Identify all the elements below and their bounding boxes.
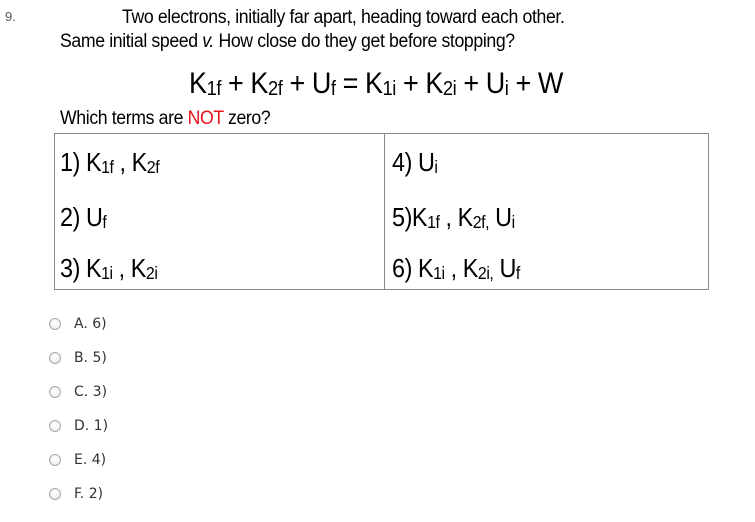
operator: + — [220, 67, 251, 100]
term-k2f: K — [250, 67, 268, 100]
energy-equation — [189, 67, 563, 101]
term-sub: 1f — [101, 157, 114, 178]
term: K — [85, 253, 102, 283]
term: K — [85, 147, 102, 177]
answer-option-b[interactable] — [49, 347, 107, 369]
answer-option-a[interactable] — [49, 313, 107, 335]
question-prompt-line-1: Two electrons, initially far apart, heading toward each other. — [122, 7, 565, 28]
emphasis-not: NOT — [187, 108, 224, 129]
term: U — [499, 253, 516, 283]
option-label: A. 6) — [74, 316, 107, 332]
operator: + — [282, 67, 312, 100]
term: K — [417, 253, 434, 283]
term: U — [417, 147, 435, 177]
term-sub: 1f — [427, 212, 440, 233]
question-number: 9. — [5, 9, 16, 24]
terms-table — [54, 133, 709, 290]
prompt-text: How close do they get before stopping? — [213, 31, 515, 52]
option-label: B. 5) — [74, 350, 107, 366]
answer-option-c[interactable] — [49, 381, 107, 403]
answer-option-e[interactable] — [49, 449, 106, 471]
term-sub: i — [434, 157, 438, 178]
cell-index: 4) — [392, 147, 418, 177]
term-sub: 2f — [146, 157, 160, 178]
term-k2f-sub: 2f — [267, 78, 283, 101]
term: U — [495, 202, 512, 232]
table-cell-5 — [392, 202, 515, 233]
option-label: C. 3) — [74, 384, 108, 400]
which-terms-prompt — [60, 108, 270, 130]
speed-variable: v. — [202, 31, 214, 52]
term-k1f-sub: 1f — [206, 78, 221, 101]
radio-button[interactable] — [49, 488, 61, 500]
table-cell-4 — [392, 147, 438, 178]
term-uf: U — [311, 67, 331, 100]
separator: , — [444, 253, 463, 283]
answer-option-f[interactable] — [49, 483, 103, 505]
term: U — [85, 202, 103, 232]
radio-button[interactable] — [49, 420, 61, 432]
term-w: W — [537, 67, 563, 100]
prompt-text: Same initial speed — [60, 31, 203, 52]
separator: , — [112, 253, 131, 283]
cell-index: 6) — [392, 253, 418, 283]
operator: = — [335, 67, 365, 100]
term-sub: f — [515, 263, 520, 284]
table-cell-1 — [60, 147, 159, 178]
term-k2i: K — [425, 67, 443, 100]
answer-option-d[interactable] — [49, 415, 108, 437]
term-k1i: K — [364, 67, 383, 100]
term-ui: U — [485, 67, 505, 100]
operator: + — [456, 67, 486, 100]
prompt-text: Which terms are — [60, 108, 188, 129]
term-sub: 2i — [145, 263, 158, 284]
table-divider — [384, 134, 385, 289]
radio-button[interactable] — [49, 318, 61, 330]
term-sub: i — [511, 212, 515, 233]
term-uf-sub: f — [330, 78, 336, 101]
cell-index: 2) — [60, 202, 86, 232]
operator: + — [508, 67, 538, 100]
term-sub: 2f, — [472, 212, 490, 233]
table-cell-2 — [60, 202, 106, 233]
radio-button[interactable] — [49, 386, 61, 398]
cell-index: 3) — [60, 253, 86, 283]
term: K — [130, 253, 146, 283]
option-label: D. 1) — [74, 418, 109, 434]
term-k1f: K — [189, 67, 207, 100]
prompt-text: zero? — [223, 108, 271, 129]
cell-index: 1) — [60, 147, 86, 177]
term-k2i-sub: 2i — [442, 78, 457, 101]
term-sub: 1i — [433, 263, 445, 284]
option-label: E. 4) — [74, 452, 107, 468]
term: K — [131, 147, 147, 177]
term: K — [457, 202, 473, 232]
term: K — [411, 202, 428, 232]
term-sub: 1i — [101, 263, 113, 284]
radio-button[interactable] — [49, 352, 61, 364]
radio-button[interactable] — [49, 454, 61, 466]
term-k1i-sub: 1i — [382, 78, 396, 101]
cell-index: 5) — [392, 202, 412, 232]
option-label: F. 2) — [74, 486, 104, 502]
term-ui-sub: i — [504, 78, 509, 101]
term-sub: 2i, — [477, 263, 494, 284]
table-cell-6 — [392, 253, 520, 284]
separator: , — [439, 202, 458, 232]
term: K — [462, 253, 478, 283]
separator: , — [113, 147, 132, 177]
question-prompt-line-2 — [60, 31, 515, 53]
term-sub: f — [102, 212, 107, 233]
operator: + — [395, 67, 426, 100]
table-cell-3 — [60, 253, 157, 284]
